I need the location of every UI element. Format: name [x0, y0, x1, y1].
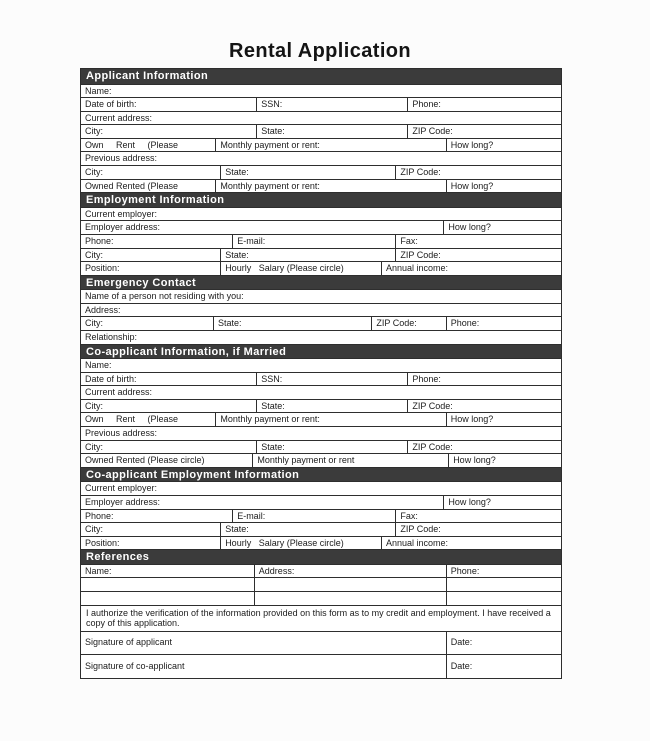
- form-row: [81, 577, 561, 591]
- form-row: [81, 495, 561, 509]
- form-row: [81, 330, 561, 344]
- form-row: [81, 289, 561, 303]
- form-row: [81, 261, 561, 275]
- field-e-mail: E-mail:: [232, 510, 395, 523]
- form-row: [81, 481, 561, 495]
- field-how-long: How long?: [443, 221, 561, 234]
- field-state: State:: [256, 441, 407, 454]
- field-previous-address: Previous address:: [85, 428, 158, 439]
- section-header-references: References: [81, 549, 561, 564]
- form-row: [81, 165, 561, 179]
- field-date-of-birth: Date of birth:: [85, 99, 137, 110]
- field-state: State:: [256, 125, 407, 138]
- field-hourly-salary-please-circle: Hourly Salary (Please circle): [220, 537, 381, 550]
- paragraph-row: [81, 605, 561, 631]
- field-hourly-salary-please-circle: Hourly Salary (Please circle): [220, 262, 381, 275]
- field-monthly-payment-or-rent: Monthly payment or rent:: [215, 413, 445, 426]
- field-previous-address: Previous address:: [85, 153, 158, 164]
- field-phone: Phone:: [446, 565, 561, 578]
- field-monthly-payment-or-rent: Monthly payment or rent:: [215, 180, 445, 193]
- field-current-employer: Current employer:: [85, 483, 158, 494]
- form-row: [81, 124, 561, 138]
- field-state: State:: [220, 523, 395, 536]
- field-relationship: Relationship:: [85, 332, 138, 342]
- section-header-co-applicant-employment-information: Co-applicant Employment Information: [81, 467, 561, 482]
- field-owned-rented-please: Owned Rented (Please: [85, 180, 179, 191]
- field-city: City:: [85, 441, 103, 452]
- field-ssn: SSN:: [256, 98, 407, 111]
- field-phone: Phone:: [407, 373, 561, 386]
- field-e-mail: E-mail:: [232, 235, 395, 248]
- section-header-applicant-information: Applicant Information: [81, 69, 561, 84]
- field-zip-code: ZIP Code:: [407, 441, 561, 454]
- field-current-employer: Current employer:: [85, 208, 158, 219]
- form-row: [81, 207, 561, 221]
- signature-row: [81, 654, 561, 678]
- field-ssn: SSN:: [256, 373, 407, 386]
- field-state: State:: [213, 317, 371, 330]
- field-own-rent-please: Own Rent (Please: [85, 414, 179, 425]
- form-row: [81, 358, 561, 372]
- field-city: City:: [85, 249, 103, 260]
- rental-application-form: [80, 68, 562, 679]
- form-row: [81, 220, 561, 234]
- field-state: State:: [256, 400, 407, 413]
- form-row: [81, 179, 561, 193]
- field-city: City:: [85, 524, 103, 535]
- form-row: [81, 426, 561, 440]
- field-owned-rented-please-circle: Owned Rented (Please circle): [85, 455, 205, 466]
- form-row: [81, 412, 561, 426]
- form-row: [81, 440, 561, 454]
- form-row: [81, 316, 561, 330]
- field-date: Date:: [446, 632, 561, 655]
- field-name: Name:: [85, 85, 112, 96]
- section-header-co-applicant-information-if-married: Co-applicant Information, if Married: [81, 344, 561, 359]
- field-address: Address:: [85, 304, 121, 315]
- field-date-of-birth: Date of birth:: [85, 373, 137, 384]
- field-phone: Phone:: [446, 317, 561, 330]
- field-city: City:: [85, 126, 103, 137]
- field-zip-code: ZIP Code:: [407, 400, 561, 413]
- field-city: City:: [85, 318, 103, 329]
- field-state: State:: [220, 166, 395, 179]
- form-row: [81, 453, 561, 467]
- field-how-long: How long?: [446, 413, 561, 426]
- field-zip-code: ZIP Code:: [371, 317, 445, 330]
- section-header-employment-information: Employment Information: [81, 192, 561, 207]
- field-annual-income: Annual income:: [381, 537, 561, 550]
- blank-cell: [254, 578, 446, 591]
- form-row: [81, 564, 561, 578]
- signature-row: [81, 631, 561, 655]
- form-row: [81, 151, 561, 165]
- field-employer-address: Employer address:: [85, 496, 161, 507]
- form-row: [81, 522, 561, 536]
- field-phone: Phone:: [85, 235, 114, 246]
- field-fax: Fax:: [395, 510, 561, 523]
- form-row: [81, 111, 561, 125]
- form-row: [81, 385, 561, 399]
- blank-cell: [81, 592, 254, 605]
- field-position: Position:: [85, 263, 120, 274]
- field-i-authorize-the-verification-of-the-information-provided-on-this-form-as-to-my-credit-and-employment-i-have-received-a-copy-of-this-application: I authorize the verification of the information provided on this form as to my credit and employment. I have received a copy of this application.: [86, 607, 551, 629]
- field-address: Address:: [254, 565, 446, 578]
- form-row: [81, 399, 561, 413]
- field-zip-code: ZIP Code:: [395, 166, 561, 179]
- field-employer-address: Employer address:: [85, 222, 161, 233]
- field-signature-of-co-applicant: Signature of co-applicant: [85, 660, 185, 671]
- form-row: [81, 234, 561, 248]
- field-how-long: How long?: [443, 496, 561, 509]
- form-row: [81, 591, 561, 605]
- form-row: [81, 138, 561, 152]
- field-name: Name:: [85, 565, 112, 576]
- field-phone: Phone:: [85, 510, 114, 521]
- field-current-address: Current address:: [85, 387, 153, 398]
- field-phone: Phone:: [407, 98, 561, 111]
- field-name-of-a-person-not-residing-with-you: Name of a person not residing with you:: [85, 291, 244, 302]
- field-monthly-payment-or-rent: Monthly payment or rent:: [215, 139, 445, 152]
- blank-cell: [446, 592, 561, 605]
- blank-cell: [81, 578, 254, 591]
- form-row: [81, 509, 561, 523]
- field-zip-code: ZIP Code:: [407, 125, 561, 138]
- field-how-long: How long?: [446, 139, 561, 152]
- form-row: [81, 84, 561, 98]
- field-how-long: How long?: [446, 180, 561, 193]
- field-name: Name:: [85, 360, 112, 371]
- field-annual-income: Annual income:: [381, 262, 561, 275]
- form-row: [81, 372, 561, 386]
- page-title: Rental Application: [228, 40, 412, 62]
- form-row: [81, 303, 561, 317]
- field-city: City:: [85, 167, 103, 178]
- form-row: [81, 536, 561, 550]
- field-position: Position:: [85, 537, 120, 548]
- field-current-address: Current address:: [85, 112, 153, 123]
- field-signature-of-applicant: Signature of applicant: [85, 637, 173, 648]
- blank-cell: [254, 592, 446, 605]
- form-container: [80, 0, 560, 679]
- field-how-long: How long?: [448, 454, 561, 467]
- section-header-emergency-contact: Emergency Contact: [81, 275, 561, 290]
- field-fax: Fax:: [395, 235, 561, 248]
- field-monthly-payment-or-rent: Monthly payment or rent: [252, 454, 448, 467]
- field-city: City:: [85, 400, 103, 411]
- form-row: [81, 97, 561, 111]
- field-zip-code: ZIP Code:: [395, 523, 561, 536]
- form-row: [81, 248, 561, 262]
- field-state: State:: [220, 249, 395, 262]
- blank-cell: [446, 578, 561, 591]
- field-date: Date:: [446, 655, 561, 678]
- field-zip-code: ZIP Code:: [395, 249, 561, 262]
- field-own-rent-please: Own Rent (Please: [85, 139, 179, 150]
